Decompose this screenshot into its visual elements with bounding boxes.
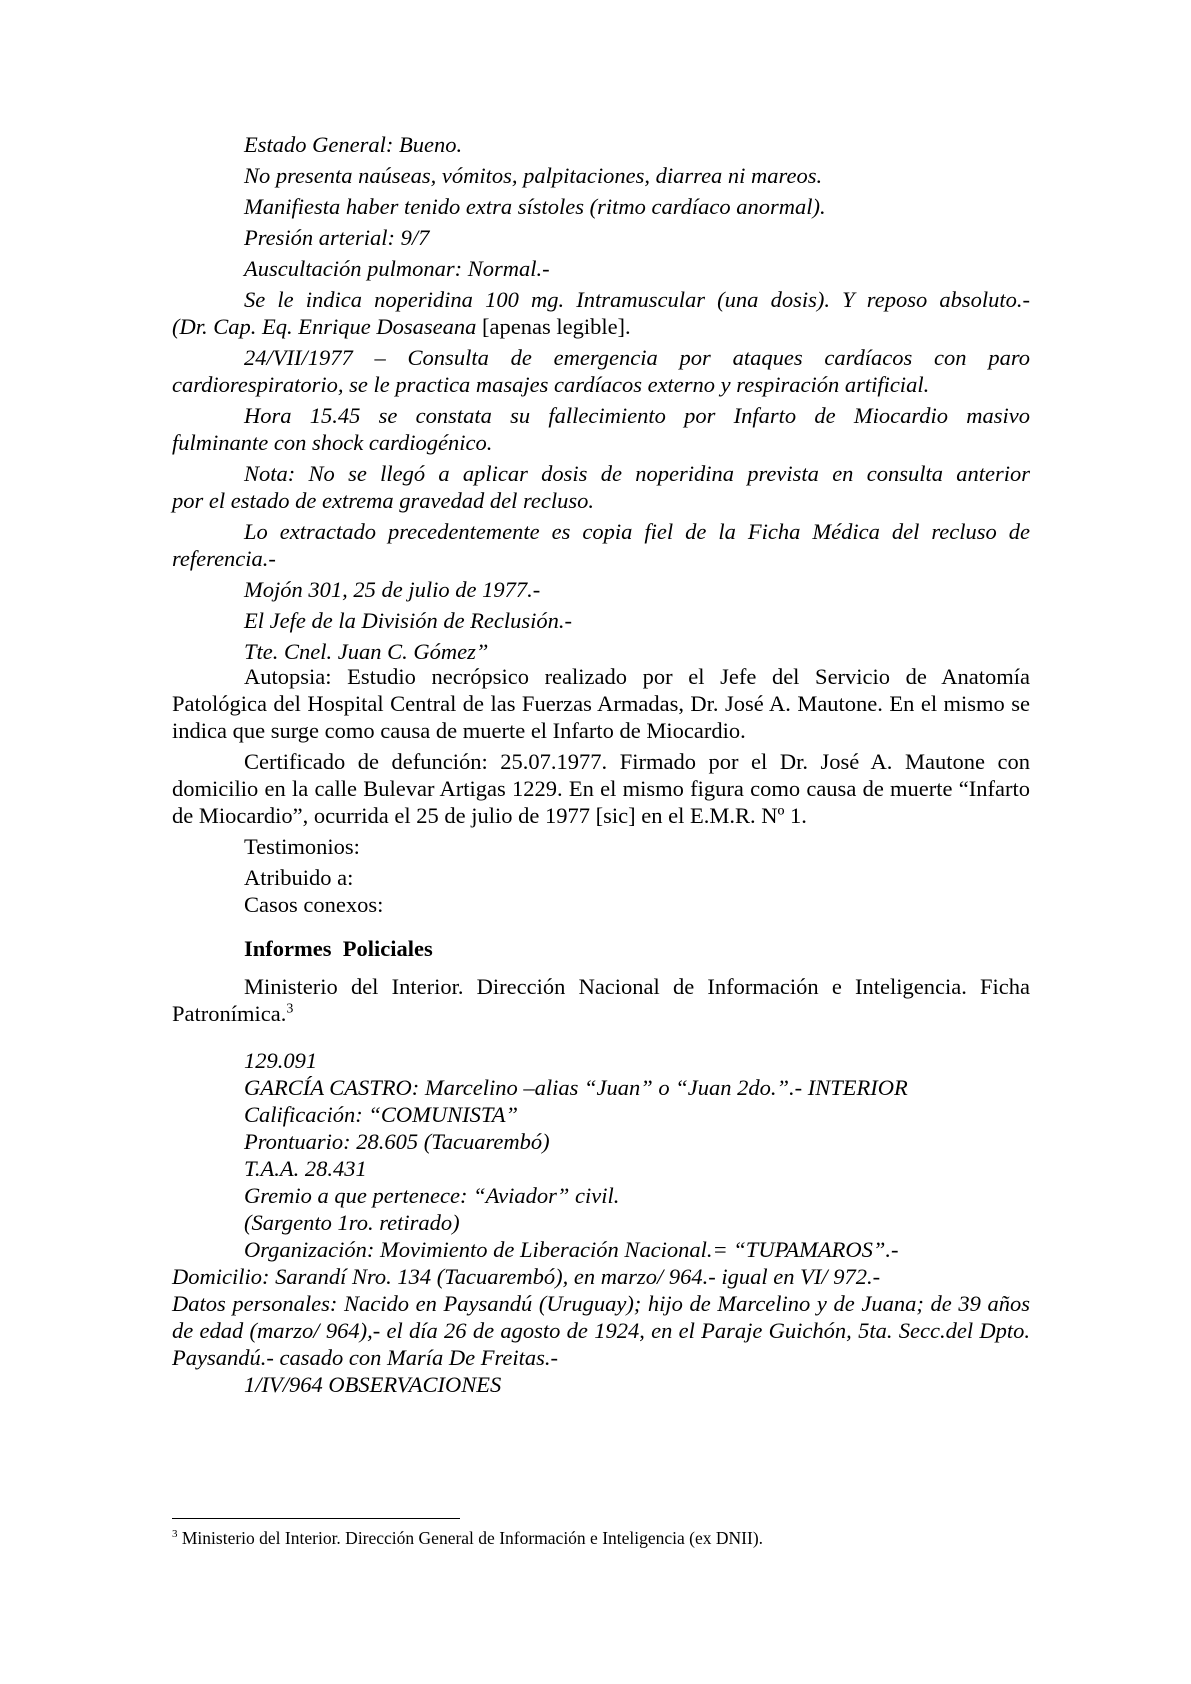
footnote-ref: 3 [286,1001,294,1017]
signer-title: El Jefe de la División de Reclusión.- [244,608,573,633]
testimonios-label: Testimonios: [244,834,360,859]
record-organizacion: Organización: Movimiento de Liberación Nacional.= “TUPAMAROS”.- [244,1237,899,1262]
footnote-number: 3 [172,1528,178,1541]
extract-line: Auscultación pulmonar: Normal.- [244,256,550,281]
death-line-1: Hora 15.45 se constata su fallecimiento por Infarto de Miocardio masivo [244,403,1030,428]
record-name: GARCÍA CASTRO: Marcelino –alias “Juan” o “Juan 2do.”.- INTERIOR [244,1075,908,1100]
extract-line: No presenta naúseas, vómitos, palpitaciones, diarrea ni mareos. [244,163,823,188]
record-number: 129.091 [244,1048,318,1073]
case-body [172,663,1030,918]
extract-line: Presión arterial: 9/7 [244,225,430,250]
copy-line-2: referencia.- [172,546,276,571]
record-datos: Datos personales: Nacido en Paysandú (Uruguay); hijo de Marcelino y de Juana; de 39 años de edad (marzo/ 964),- el día 26 de agosto de 1924, en el Paraje Guichón, 5ta. Secc.del Dpto. Paysandú.- casado con María De Freitas.- [172,1291,1030,1370]
police-section [172,935,1030,1027]
extract-line: Estado General: Bueno. [244,132,463,157]
copy-line-1: Lo extractado precedentemente es copia fiel de la Ficha Médica del recluso de [244,519,1030,544]
emergency-line-1: 24/VII/1977 – Consulta de emergencia por ataques cardíacos con paro [244,345,1030,370]
section-intro-text: Ministerio del Interior. Dirección Nacional de Información e Inteligencia. Ficha Patronímica. [172,974,1030,1026]
police-record [172,1047,1030,1398]
record-gremio: Gremio a que pertenece: “Aviador” civil. [244,1183,620,1208]
emergency-line-2: cardiorespiratorio, se le practica masajes cardíacos externo y respiración artificial. [172,372,930,397]
atribuido-label: Atribuido a: [244,865,354,890]
indication-line: Se le indica noperidina 100 mg. Intramuscular (una dosis). Y reposo absoluto.- [244,287,1030,312]
place-date: Mojón 301, 25 de julio de 1977.- [244,577,541,602]
footnote-divider [172,1518,460,1519]
section-heading: Informes Policiales [244,936,433,961]
death-line-2: fulminante con shock cardiogénico. [172,430,493,455]
casos-label: Casos conexos: [244,892,384,917]
record-calificacion: Calificación: “COMUNISTA” [244,1102,518,1127]
note-line-2: por el estado de extrema gravedad del recluso. [172,488,594,513]
note-line-1: Nota: No se llegó a aplicar dosis de noperidina prevista en consulta anterior [244,461,1030,486]
footnote-text: Ministerio del Interior. Dirección General de Información e Inteligencia (ex DNII). [177,1528,764,1548]
footnote [172,1527,1030,1549]
doctor-name: (Dr. Cap. Eq. Enrique Dosaseana [172,314,477,339]
extract-line: Manifiesta haber tenido extra sístoles (ritmo cardíaco anormal). [244,194,826,219]
section-intro [172,973,1030,1027]
certificate-paragraph: Certificado de defunción: 25.07.1977. Firmado por el Dr. José A. Mautone con domicilio en la calle Bulevar Artigas 1229. En el mismo figura como causa de muerte “Infarto de Miocardio”, ocurrida el 25 de julio de 1977 [sic] en el E.M.R. Nº 1. [172,749,1030,828]
doctor-line [172,313,1030,340]
record-prontuario: Prontuario: 28.605 (Tacuarembó) [244,1129,550,1154]
record-domicilio: Domicilio: Sarandí Nro. 134 (Tacuarembó), en marzo/ 964.- igual en VI/ 972.- [172,1264,881,1289]
record-observaciones: 1/IV/964 OBSERVACIONES [244,1372,502,1397]
medical-extract [172,131,1030,669]
autopsy-paragraph: Autopsia: Estudio necrópsico realizado por el Jefe del Servicio de Anatomía Patológica del Hospital Central de las Fuerzas Armadas, Dr. José A. Mautone. En el mismo se indica que surge como causa de muerte el Infarto de Miocardio. [172,664,1030,743]
record-taa: T.A.A. 28.431 [244,1156,367,1181]
record-rank: (Sargento 1ro. retirado) [244,1210,460,1235]
doctor-note: [apenas legible]. [476,314,631,339]
signer-name: Tte. Cnel. Juan C. Gómez” [244,639,489,664]
